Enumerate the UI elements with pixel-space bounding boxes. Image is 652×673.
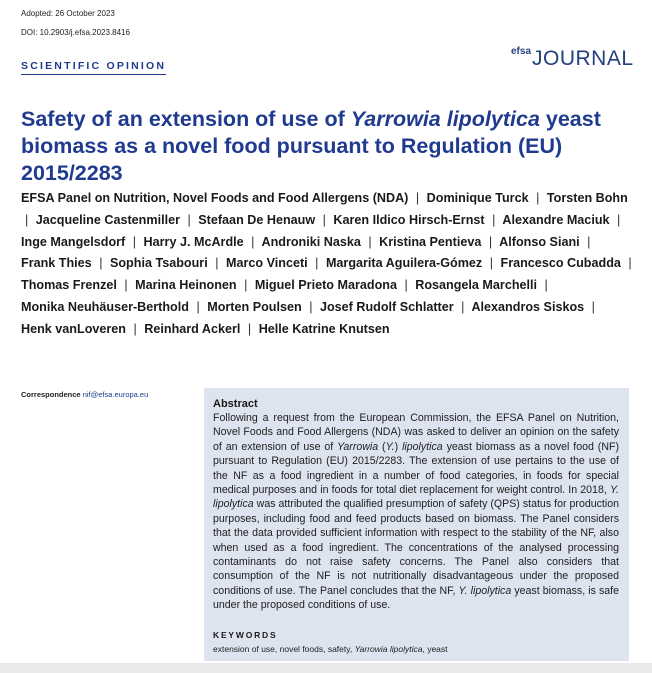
logo-journal-text: JOURNAL xyxy=(532,47,634,70)
author-name[interactable]: Jacqueline Castenmiller xyxy=(35,212,180,227)
author-name[interactable]: Karen Ildico Hirsch-Ernst xyxy=(333,212,485,227)
abstract-italic-4: Y. lipolytica xyxy=(213,484,619,511)
article-title xyxy=(21,106,641,187)
section-label: SCIENTIFIC OPINION xyxy=(21,60,166,75)
author-separator: | xyxy=(461,299,465,314)
author-separator: | xyxy=(368,234,372,249)
author-name[interactable]: EFSA Panel on Nutrition, Novel Foods and Food Allergens (NDA) xyxy=(21,191,409,205)
abstract-seg-4: yeast biomass as a novel food (NF) pursuant to Regulation (EU) 2015/2283. The extension of use pertains to the use of the NF as a food ingredient in a number of food categories, in foods for special medical purposes and in foods for total diet replacement for weight control. In 2018, xyxy=(213,440,619,497)
author-name[interactable]: Stefaan De Henauw xyxy=(198,212,316,227)
doi[interactable]: DOI: 10.2903/j.efsa.2023.8416 xyxy=(21,28,130,37)
title-part-2: yeast biomass as a novel food pursuant to Regulation (EU) 2015/2283 xyxy=(21,107,601,185)
author-separator: | xyxy=(196,299,200,314)
correspondence xyxy=(21,390,148,399)
bottom-strip xyxy=(0,663,652,673)
author-name[interactable]: Rosangela Marchelli xyxy=(415,278,538,293)
abstract-italic-1: Yarrowia xyxy=(337,440,379,453)
keywords-heading: KEYWORDS xyxy=(213,630,278,640)
title-part-1: Safety of an extension of use of xyxy=(21,107,351,131)
adopted-date: Adopted: 26 October 2023 xyxy=(21,9,115,18)
efsa-journal-logo xyxy=(511,41,634,69)
author-separator: | xyxy=(587,234,591,249)
author-separator: | xyxy=(244,278,248,293)
keywords-seg-1: extension of use, novel foods, safety, xyxy=(213,644,355,654)
abstract-seg-5: was attributed the qualified presumption of safety (QPS) status for production purposes, including food and feed products based on biomass. The Panel considers that the data provided sufficient information with respect to the stability of the NF, also when used as a food ingredient. The concentrations of the analysed processing contaminants do not raise safety concerns. The Panel also considers that consumption of the NF is not nutritionally disadvantageous under the proposed conditions of use. The Panel concludes that the NF, xyxy=(213,498,619,597)
author-separator: | xyxy=(251,234,255,249)
abstract-italic-2: Y. xyxy=(385,440,395,453)
author-separator: | xyxy=(628,256,632,271)
author-name[interactable]: Inge Mangelsdorf xyxy=(21,234,126,249)
author-separator: | xyxy=(25,212,29,227)
author-name[interactable]: Josef Rudolf Schlatter xyxy=(319,299,454,314)
author-name[interactable]: Sophia Tsabouri xyxy=(109,256,208,271)
keywords-seg-2: , yeast xyxy=(422,644,448,654)
author-separator: | xyxy=(247,321,252,336)
author-name[interactable]: Marina Heinonen xyxy=(135,278,237,293)
keywords-italic: Yarrowia lipolytica xyxy=(354,644,423,654)
correspondence-email-link[interactable]: nif@efsa.europa.eu xyxy=(82,390,149,399)
author-separator: | xyxy=(322,212,326,227)
author-name[interactable]: Kristina Pentieva xyxy=(379,234,482,249)
author-name[interactable]: Margarita Aguilera-Gómez xyxy=(325,256,483,271)
author-separator: | xyxy=(315,256,319,271)
abstract-seg-1: Following a request from the European Commission, the EFSA Panel on Nutrition, Novel Foods and Food Allergens (NDA) was asked to deliver an opinion on the safety of an extension of use of xyxy=(213,412,619,453)
author-name[interactable]: Reinhard Ackerl xyxy=(144,321,241,336)
author-separator: | xyxy=(215,256,219,271)
abstract-italic-3: lipolytica xyxy=(402,440,443,453)
author-separator: | xyxy=(617,212,621,227)
author-separator: | xyxy=(488,234,493,249)
author-name[interactable]: Henk vanLoveren xyxy=(21,321,126,336)
correspondence-label: Correspondence xyxy=(21,390,81,399)
abstract-seg-2: ( xyxy=(378,440,386,453)
author-separator: | xyxy=(544,278,548,293)
author-name[interactable]: Alfonso Siani xyxy=(499,234,580,249)
abstract-text xyxy=(213,411,619,613)
author-separator: | xyxy=(591,299,595,314)
author-separator: | xyxy=(415,191,420,205)
author-name[interactable]: Marco Vinceti xyxy=(225,256,308,271)
abstract-italic-5: Y. lipolytica xyxy=(458,584,512,597)
author-separator: | xyxy=(133,321,137,336)
author-name[interactable]: Alexandre Maciuk xyxy=(502,212,610,227)
author-separator: | xyxy=(124,278,128,293)
author-separator: | xyxy=(187,212,191,227)
abstract-seg-3: ) xyxy=(394,440,403,453)
abstract-box xyxy=(204,388,629,661)
author-name[interactable]: Dominique Turck xyxy=(426,191,529,205)
author-name[interactable]: Thomas Frenzel xyxy=(21,278,117,293)
author-separator: | xyxy=(489,256,494,271)
author-separator: | xyxy=(404,278,408,293)
author-separator: | xyxy=(536,191,540,205)
author-separator: | xyxy=(99,256,103,271)
author-name[interactable]: Alexandros Siskos xyxy=(471,299,585,314)
author-list xyxy=(21,188,636,341)
author-name[interactable]: Francesco Cubadda xyxy=(500,256,621,271)
keywords-text xyxy=(213,644,448,654)
logo-efsa-text: efsa xyxy=(511,46,532,57)
author-name[interactable]: Frank Thies xyxy=(21,256,92,271)
author-name[interactable]: Helle Katrine Knutsen xyxy=(258,321,390,336)
author-separator: | xyxy=(492,212,496,227)
title-species: Yarrowia lipolytica xyxy=(350,107,540,131)
author-name[interactable]: Torsten Bohn xyxy=(546,191,628,205)
author-name[interactable]: Harry J. McArdle xyxy=(143,234,244,249)
abstract-seg-6: yeast biomass, is safe under the proposed conditions of use. xyxy=(213,584,619,612)
abstract-heading: Abstract xyxy=(213,398,258,410)
author-name[interactable]: Monika Neuhäuser-Berthold xyxy=(21,299,189,314)
author-separator: | xyxy=(132,234,137,249)
author-separator: | xyxy=(309,299,313,314)
author-name[interactable]: Androniki Naska xyxy=(261,234,361,249)
author-name[interactable]: Miguel Prieto Maradona xyxy=(254,278,397,293)
author-name[interactable]: Morten Poulsen xyxy=(207,299,302,314)
